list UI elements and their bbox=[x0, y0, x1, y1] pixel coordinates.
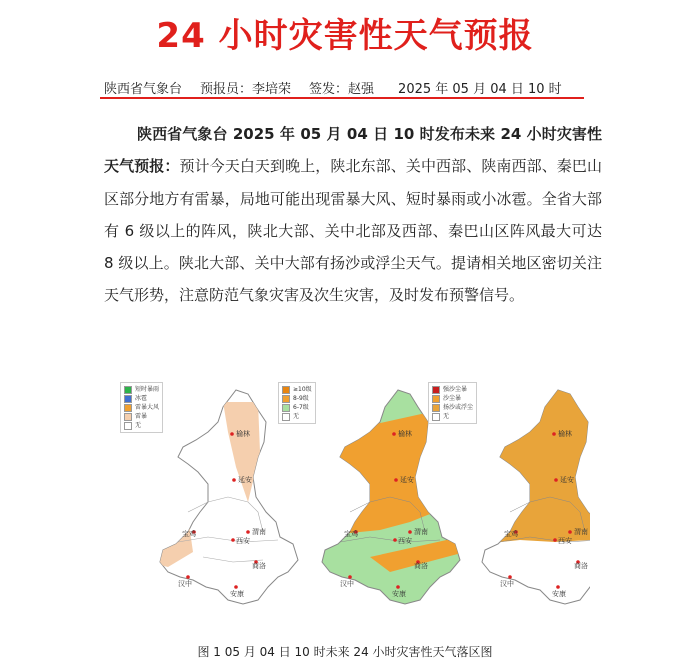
svg-text:汉中: 汉中 bbox=[500, 580, 514, 588]
svg-text:汉中: 汉中 bbox=[340, 580, 354, 588]
legend-label: 短时暴雨 bbox=[135, 386, 160, 393]
legend-swatch bbox=[432, 386, 440, 394]
svg-text:西安: 西安 bbox=[558, 537, 572, 545]
forecast-paragraph bbox=[104, 118, 602, 312]
forecast-lead: 陕西省气象台 2025 年 05 月 04 日 10 时发布未来 24 小时灾害性天气预报： bbox=[104, 125, 602, 176]
legend-swatch bbox=[124, 422, 132, 430]
svg-text:渭南: 渭南 bbox=[252, 528, 266, 536]
legend-item bbox=[282, 412, 312, 421]
forecaster: 预报员：李培荣 bbox=[200, 82, 292, 97]
svg-text:榆林: 榆林 bbox=[398, 430, 412, 438]
svg-text:汉中: 汉中 bbox=[178, 580, 192, 588]
issuer: 签发：赵强 bbox=[309, 82, 375, 97]
legend-item bbox=[432, 385, 473, 394]
legend-swatch bbox=[282, 413, 290, 421]
forecast-maps bbox=[100, 372, 590, 637]
legend-item bbox=[124, 394, 159, 403]
legend-label: 无 bbox=[443, 413, 450, 420]
legend-label: ≥10级 bbox=[293, 386, 312, 393]
legend-item bbox=[282, 403, 312, 412]
dust-zone bbox=[470, 372, 590, 544]
legend-swatch bbox=[282, 404, 290, 412]
legend-thunderstorm bbox=[120, 382, 163, 433]
legend-label: 无 bbox=[293, 413, 300, 420]
legend-label: 沙尘暴 bbox=[443, 395, 462, 402]
title-divider bbox=[100, 97, 584, 99]
svg-text:榆林: 榆林 bbox=[558, 430, 572, 438]
legend-swatch bbox=[282, 395, 290, 403]
legend-swatch bbox=[124, 413, 132, 421]
figure-caption: 图 1 05 月 04 日 10 时未来 24 小时灾害性天气落区图 bbox=[197, 645, 493, 659]
legend-item bbox=[282, 385, 312, 394]
svg-text:安康: 安康 bbox=[392, 590, 406, 598]
map-dust bbox=[470, 372, 590, 604]
legend-item bbox=[124, 421, 159, 430]
svg-text:渭南: 渭南 bbox=[574, 528, 588, 536]
legend-swatch bbox=[432, 413, 440, 421]
legend-item bbox=[432, 403, 473, 412]
legend-label: 雷暴大风 bbox=[135, 404, 160, 411]
issue-date: 2025 年 05 月 04 日 10 时 bbox=[398, 82, 562, 97]
svg-text:延安: 延安 bbox=[560, 476, 574, 484]
legend-swatch bbox=[124, 404, 132, 412]
svg-text:商洛: 商洛 bbox=[574, 562, 588, 570]
legend-label: 8-9级 bbox=[293, 395, 309, 402]
svg-text:商洛: 商洛 bbox=[414, 562, 428, 570]
legend-swatch bbox=[432, 404, 440, 412]
legend-item bbox=[282, 394, 312, 403]
svg-text:宝鸡: 宝鸡 bbox=[182, 530, 196, 538]
meta-line bbox=[104, 78, 580, 97]
legend-label: 扬沙或浮尘 bbox=[443, 404, 474, 411]
legend-item bbox=[432, 412, 473, 421]
legend-swatch bbox=[282, 386, 290, 394]
svg-text:宝鸡: 宝鸡 bbox=[504, 530, 518, 538]
svg-text:商洛: 商洛 bbox=[252, 562, 266, 570]
svg-text:榆林: 榆林 bbox=[236, 430, 250, 438]
svg-text:延安: 延安 bbox=[400, 476, 414, 484]
legend-item bbox=[124, 412, 159, 421]
legend-label: 无 bbox=[135, 422, 142, 429]
svg-text:安康: 安康 bbox=[230, 590, 244, 598]
svg-text:宝鸡: 宝鸡 bbox=[344, 530, 358, 538]
legend-item bbox=[124, 403, 159, 412]
legend-label: 雷暴 bbox=[135, 413, 148, 420]
svg-text:渭南: 渭南 bbox=[414, 528, 428, 536]
svg-text:西安: 西安 bbox=[398, 537, 412, 545]
legend-label: 6-7级 bbox=[293, 404, 309, 411]
map-thunderstorm bbox=[148, 390, 298, 604]
legend-label: 强沙尘暴 bbox=[443, 386, 468, 393]
agency: 陕西省气象台 bbox=[104, 82, 183, 97]
legend-item bbox=[432, 394, 473, 403]
legend-swatch bbox=[432, 395, 440, 403]
legend-dust bbox=[428, 382, 477, 424]
svg-text:安康: 安康 bbox=[552, 590, 566, 598]
forecast-text: 预计今天白天到晚上，陕北东部、关中西部、陕南西部、秦巴山区部分地方有雷暴，局地可能出现雷暴大风、短时暴雨或小冰雹。全省大部有 6 级以上的阵风，陕北大部、关中北部及西部、秦巴山区阵风最大可达 8 级以上。陕北大部、关中大部有扬沙或浮尘天气。提请相关地区密切关注天气形势，注意防范气象灾害及次生灾害，及时发布预警信号。 bbox=[104, 157, 602, 305]
legend-swatch bbox=[124, 395, 132, 403]
legend-label: 冰雹 bbox=[135, 395, 148, 402]
svg-text:西安: 西安 bbox=[236, 537, 250, 545]
legend-gusts bbox=[278, 382, 316, 424]
legend-item bbox=[124, 385, 159, 394]
maps-svg bbox=[100, 372, 590, 637]
legend-swatch bbox=[124, 386, 132, 394]
svg-text:延安: 延安 bbox=[238, 476, 252, 484]
page-title: 24 小时灾害性天气预报 bbox=[156, 16, 534, 56]
